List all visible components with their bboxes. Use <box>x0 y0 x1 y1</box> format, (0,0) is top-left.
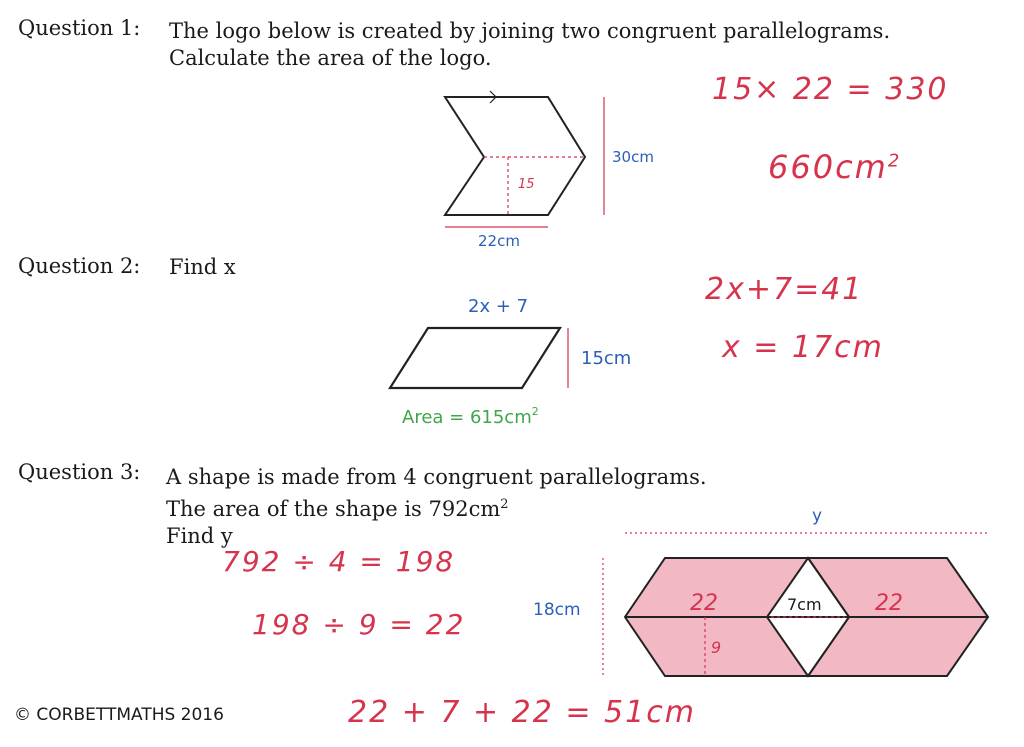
question-2-text <box>169 254 236 281</box>
q2-working-2: x = 17cm <box>722 330 884 365</box>
question-2-label: Question 2: <box>18 254 141 278</box>
shape-top-label: y <box>812 506 823 526</box>
logo-diagram <box>430 85 660 255</box>
parallelogram-height-label: 15cm <box>581 348 632 369</box>
copyright: © CORBETTMATHS 2016 <box>14 705 224 725</box>
q2-working-1: 2x+7=41 <box>705 272 864 307</box>
q3-working-1: 792 ÷ 4 = 198 <box>222 545 456 578</box>
question-1-line-2: Calculate the area of the logo. <box>169 46 492 70</box>
parallelogram-diagram <box>385 290 645 440</box>
q1-working-1: 15× 22 = 330 <box>712 72 949 107</box>
question-3-line-3: Find y <box>166 524 233 548</box>
question-3-line-2-sup: 2 <box>500 497 509 512</box>
q3-working-3: 22 + 7 + 22 = 51cm <box>348 695 696 730</box>
shape-right-label: 22 <box>875 591 903 616</box>
question-1-text <box>169 18 890 72</box>
question-3-line-1: A shape is made from 4 congruent parallelograms. <box>166 465 707 489</box>
parallelogram-area-label <box>402 405 539 428</box>
shape-inner-label: 9 <box>711 638 722 657</box>
shape-left-label: 22 <box>690 591 718 616</box>
shape-diagram <box>525 500 1005 690</box>
parallelogram-top-label: 2x + 7 <box>468 296 529 317</box>
q1-working-2 <box>768 148 901 186</box>
q1-working-2-sup: 2 <box>887 150 902 172</box>
question-3-line-2-text: The area of the shape is 792cm <box>166 497 501 521</box>
question-3-label: Question 3: <box>18 460 141 484</box>
question-1-label: Question 1: <box>18 16 141 40</box>
logo-inner-label: 15 <box>518 177 535 192</box>
logo-height-label: 30cm <box>612 148 654 166</box>
q3-working-2: 198 ÷ 9 = 22 <box>252 608 466 641</box>
question-1-line-1: The logo below is created by joining two congruent parallelograms. <box>169 19 891 43</box>
shape-height-label: 18cm <box>533 600 581 620</box>
question-2-line-1: Find x <box>169 255 236 279</box>
parallelogram-area-text: Area = 615cm <box>402 407 532 428</box>
logo-width-label: 22cm <box>478 232 520 250</box>
q1-working-2-text: 660cm <box>768 148 888 186</box>
parallelogram-area-sup: 2 <box>531 405 539 418</box>
shape-gap-label: 7cm <box>787 595 822 614</box>
